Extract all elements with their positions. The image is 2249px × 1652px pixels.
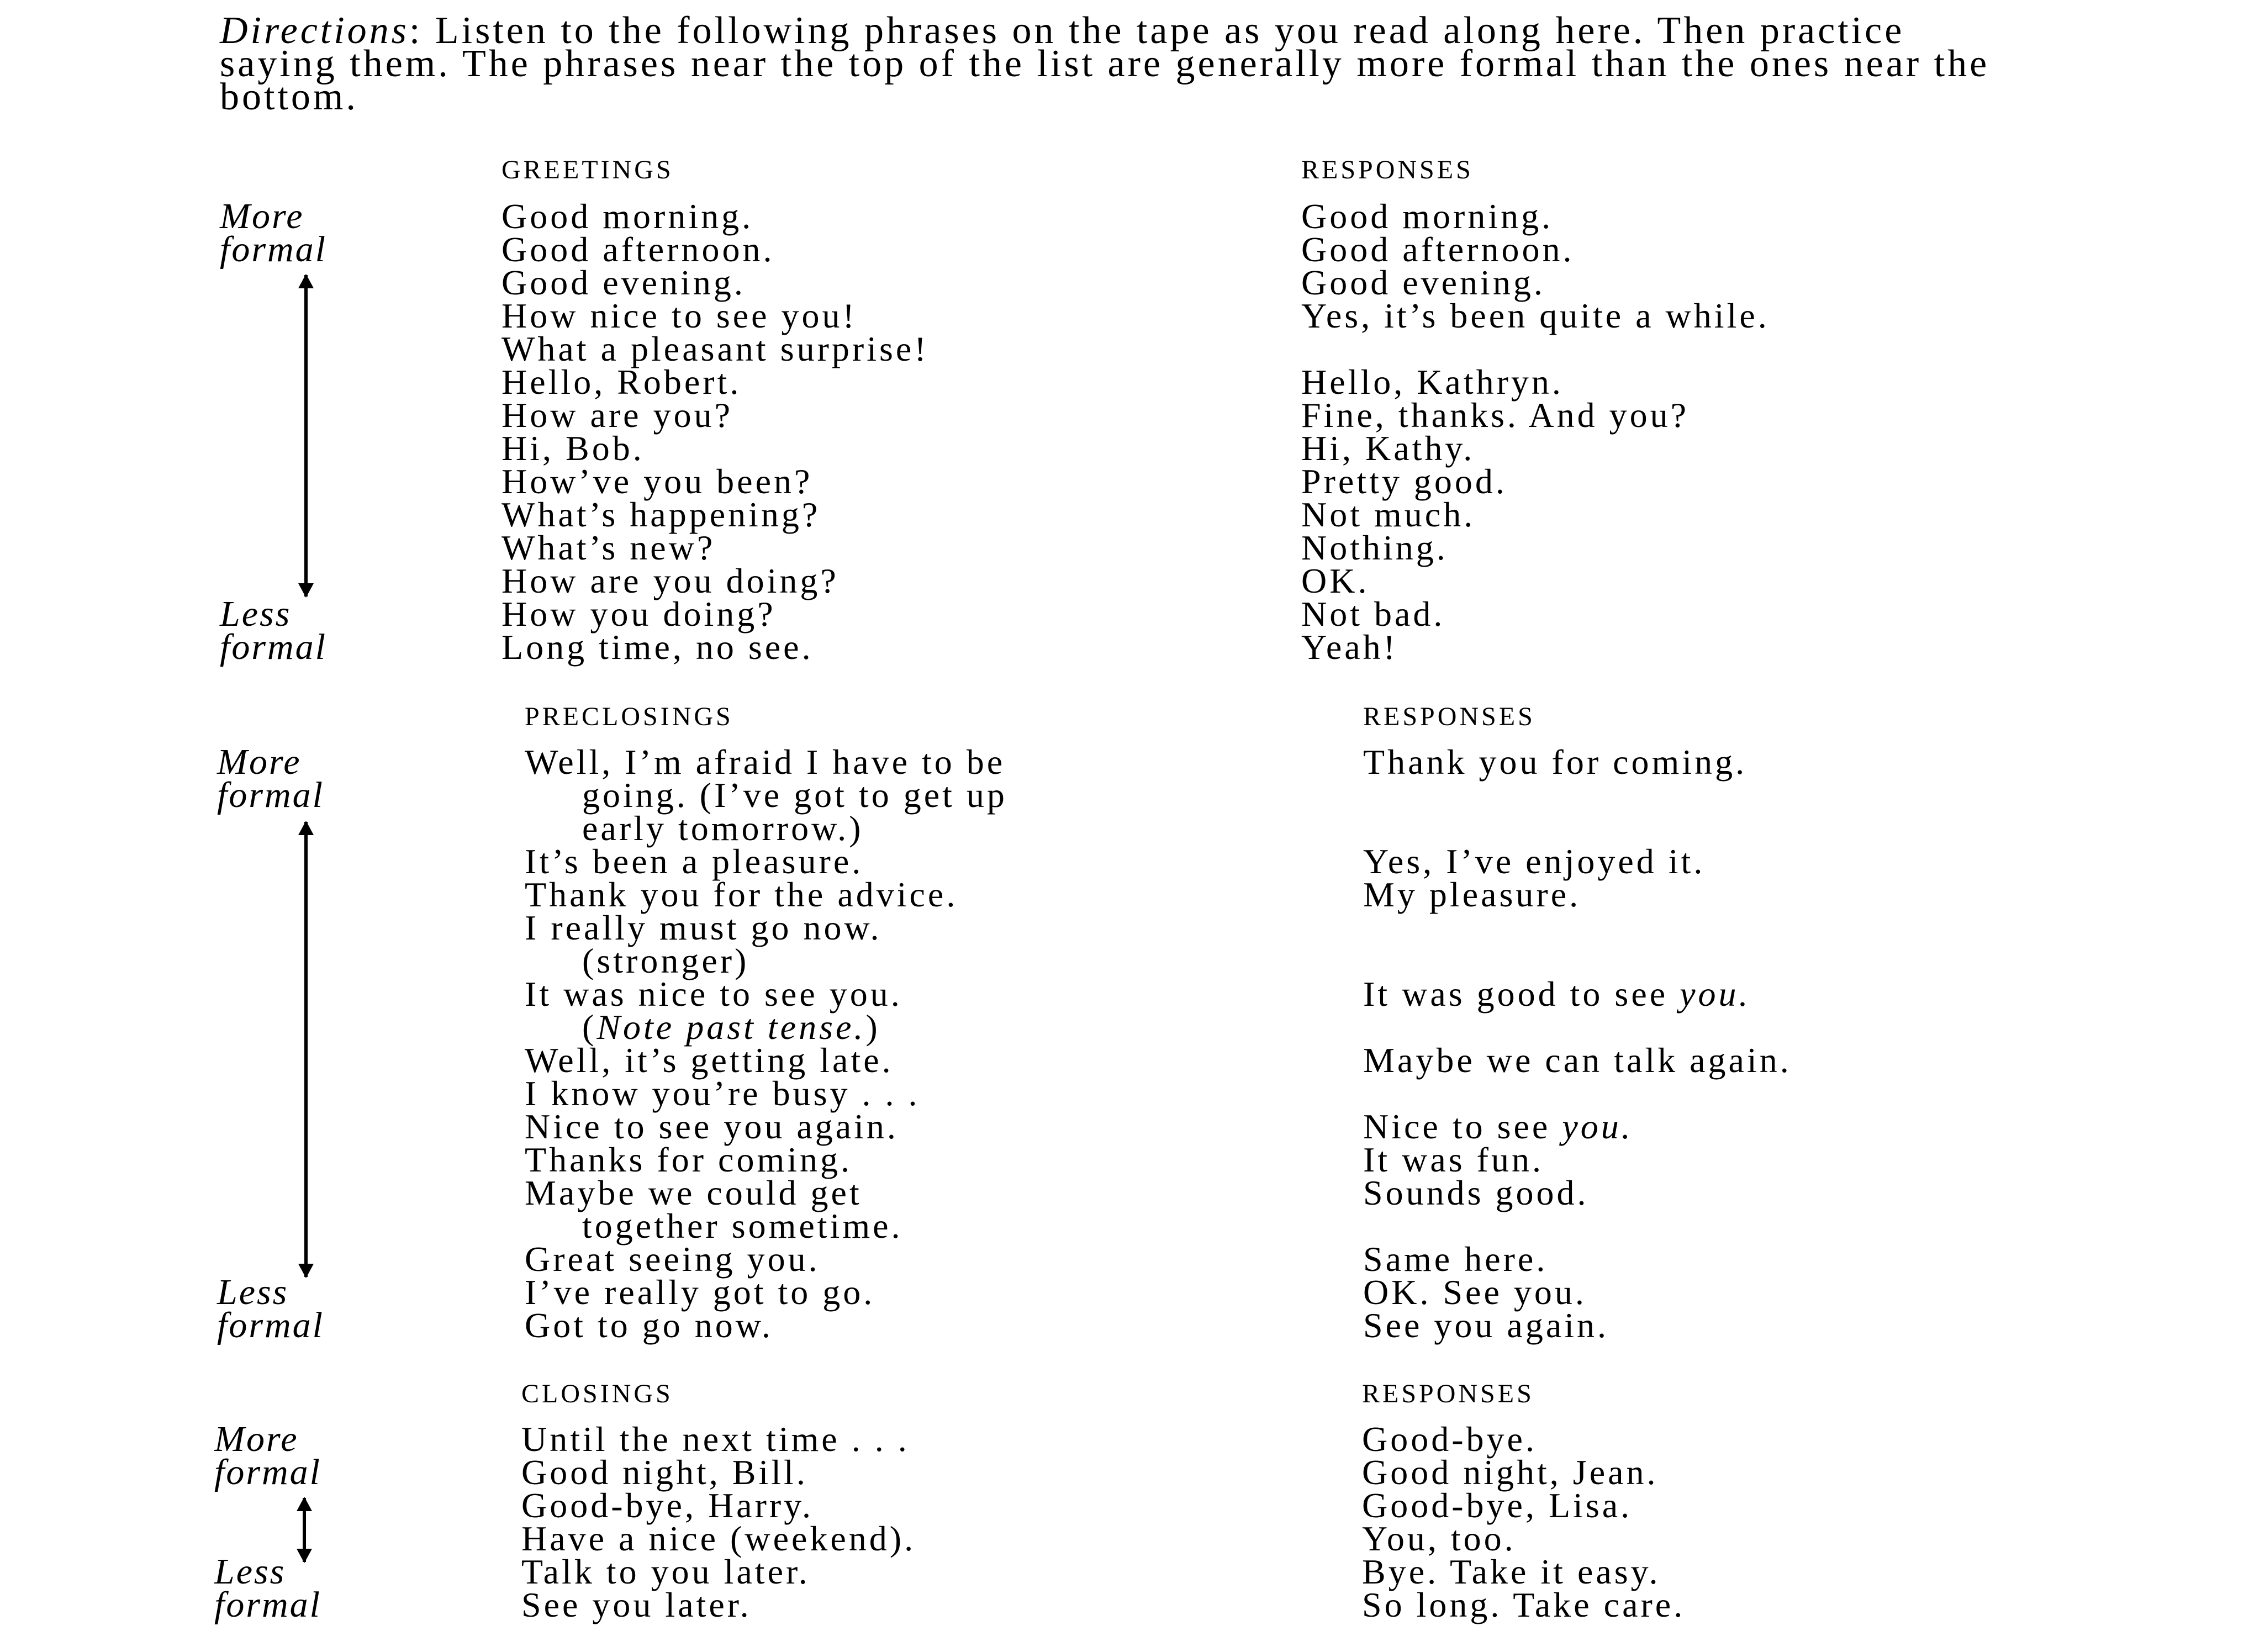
greeting-phrase: Good morning. xyxy=(501,197,754,236)
preclosing-phrase: Great seeing you. xyxy=(525,1239,820,1279)
preclosing-responses-list xyxy=(1363,742,1792,1345)
preclosing-note: (stronger) xyxy=(582,941,749,980)
response-phrase: Bye. Take it easy. xyxy=(1362,1552,1661,1591)
closing-phrase: Talk to you later. xyxy=(521,1552,810,1591)
response-phrase xyxy=(1363,1011,1792,1044)
emphasis-you: you. xyxy=(1680,974,1751,1014)
closings-list xyxy=(521,1419,916,1624)
response-phrase: Pretty good. xyxy=(1301,462,1507,501)
response-phrase: You, too. xyxy=(1362,1519,1516,1558)
response-phrase xyxy=(1363,944,1792,978)
greeting-phrase: Hi, Bob. xyxy=(501,429,645,468)
preclosings-heading: PRECLOSINGS xyxy=(525,702,733,731)
emphasis-you: you. xyxy=(1562,1107,1633,1146)
response-phrase xyxy=(1363,911,1792,944)
greeting-phrase: What’s happening? xyxy=(501,495,821,534)
response-phrase: Good afternoon. xyxy=(1301,230,1575,269)
response-phrase: Nothing. xyxy=(1301,528,1448,567)
directions-text: : Listen to the following phrases on the tape as you read along here. Then practice saying them. The phrases near the top of the list are generally more formal than the ones near the bottom. xyxy=(220,9,1990,118)
response-phrase: Yes, it’s been quite a while. xyxy=(1301,296,1770,335)
response-phrase: Not much. xyxy=(1301,495,1476,534)
preclosing-phrase-continued: together sometime. xyxy=(582,1206,903,1245)
scale-more-label-2: More formal xyxy=(217,742,325,815)
response-phrase xyxy=(1363,1210,1792,1243)
response-phrase: Good-bye, Lisa. xyxy=(1362,1486,1633,1525)
response-phrase xyxy=(1363,1077,1792,1110)
response-phrase: My pleasure. xyxy=(1363,875,1581,914)
response-phrase: See you again. xyxy=(1363,1306,1609,1345)
scale-more-label-1: More formal xyxy=(220,196,328,270)
scale-more-label-3: More formal xyxy=(214,1419,322,1492)
preclosing-phrase-continued: going. (I’ve got to get up xyxy=(582,775,1007,815)
directions-paragraph xyxy=(220,9,2020,118)
response-phrase: Good morning. xyxy=(1301,197,1554,236)
greeting-phrase: Hello, Robert. xyxy=(501,362,742,402)
closing-phrase: See you later. xyxy=(521,1585,752,1624)
preclosing-phrase: It was nice to see you. xyxy=(525,974,902,1014)
response-phrase xyxy=(1363,812,1792,845)
closing-phrase: Good-bye, Harry. xyxy=(521,1486,814,1525)
closing-phrase: Have a nice (weekend). xyxy=(521,1519,916,1558)
response-phrase: Fine, thanks. And you? xyxy=(1301,395,1689,435)
preclosing-phrase: It’s been a pleasure. xyxy=(525,842,864,881)
response-phrase: Nice to see you. xyxy=(1363,1107,1633,1146)
preclosing-phrase: Well, I’m afraid I have to be xyxy=(525,742,1006,782)
greeting-phrase: How’ve you been? xyxy=(501,462,813,501)
response-phrase: It was good to see you. xyxy=(1363,974,1751,1014)
preclosing-phrase: Thank you for the advice. xyxy=(525,875,958,914)
preclosing-phrase: Nice to see you again. xyxy=(525,1107,899,1146)
response-phrase: OK. xyxy=(1301,561,1370,600)
preclosing-phrase: Well, it’s getting late. xyxy=(525,1041,894,1080)
closings-responses-heading: RESPONSES xyxy=(1362,1379,1534,1408)
formality-arrow-2 xyxy=(304,822,308,1277)
preclosing-phrase: Thanks for coming. xyxy=(525,1140,852,1179)
greeting-phrase: Long time, no see. xyxy=(501,627,814,667)
closing-phrase: Until the next time . . . xyxy=(521,1419,910,1459)
response-phrase: Hi, Kathy. xyxy=(1301,429,1475,468)
response-phrase: Not bad. xyxy=(1301,594,1445,634)
greeting-phrase: What’s new? xyxy=(501,528,716,567)
response-phrase: Good-bye. xyxy=(1362,1419,1537,1459)
greeting-phrase: Good evening. xyxy=(501,263,746,302)
response-phrase: It was fun. xyxy=(1363,1140,1544,1179)
scale-less-label-2: Less formal xyxy=(217,1272,325,1345)
response-phrase: Thank you for coming. xyxy=(1363,742,1748,782)
greeting-phrase: How are you? xyxy=(501,395,733,435)
preclosing-phrase: Got to go now. xyxy=(525,1306,773,1345)
greetings-list xyxy=(501,197,929,667)
scale-less-label-3: Less formal xyxy=(214,1551,322,1625)
preclosing-phrase: I really must go now. xyxy=(525,908,882,947)
preclosing-phrase: Maybe we could get xyxy=(525,1173,862,1212)
response-phrase: Good evening. xyxy=(1301,263,1545,302)
greeting-phrase: How you doing? xyxy=(501,594,776,634)
formality-arrow-3 xyxy=(303,1498,306,1562)
response-phrase: Yes, I’ve enjoyed it. xyxy=(1363,842,1706,881)
response-phrase: Hello, Kathryn. xyxy=(1301,362,1564,402)
response-phrase: Same here. xyxy=(1363,1239,1548,1279)
response-phrase xyxy=(1301,332,1770,366)
greeting-phrase: How are you doing? xyxy=(501,561,839,600)
response-phrase: Yeah! xyxy=(1301,627,1398,667)
response-phrase: Good night, Jean. xyxy=(1362,1453,1659,1492)
past-tense-note: Note past tense. xyxy=(596,1007,866,1047)
greeting-phrase: How nice to see you! xyxy=(501,296,857,335)
scale-less-label-1: Less formal xyxy=(220,594,328,667)
closing-phrase: Good night, Bill. xyxy=(521,1453,808,1492)
preclosing-note: (Note past tense.) xyxy=(582,1007,880,1047)
greeting-phrase: Good afternoon. xyxy=(501,230,775,269)
response-phrase: So long. Take care. xyxy=(1362,1585,1686,1624)
preclosings-list xyxy=(525,742,1007,1345)
response-phrase: OK. See you. xyxy=(1363,1273,1587,1312)
response-phrase: Sounds good. xyxy=(1363,1173,1589,1212)
greeting-responses-list xyxy=(1301,197,1770,667)
preclosing-phrase: I’ve really got to go. xyxy=(525,1273,875,1312)
formality-arrow-1 xyxy=(304,275,308,597)
closing-responses-list xyxy=(1362,1419,1686,1624)
greetings-responses-heading: RESPONSES xyxy=(1301,155,1474,184)
response-phrase: Maybe we can talk again. xyxy=(1363,1041,1792,1080)
preclosing-phrase-continued: early tomorrow.) xyxy=(582,809,864,848)
directions-label: Directions xyxy=(220,9,409,52)
preclosing-phrase: I know you’re busy . . . xyxy=(525,1074,920,1113)
preclosings-responses-heading: RESPONSES xyxy=(1363,702,1535,731)
greetings-heading: GREETINGS xyxy=(501,155,674,184)
response-phrase xyxy=(1363,779,1792,812)
greeting-phrase: What a pleasant surprise! xyxy=(501,329,929,368)
closings-heading: CLOSINGS xyxy=(521,1379,673,1408)
